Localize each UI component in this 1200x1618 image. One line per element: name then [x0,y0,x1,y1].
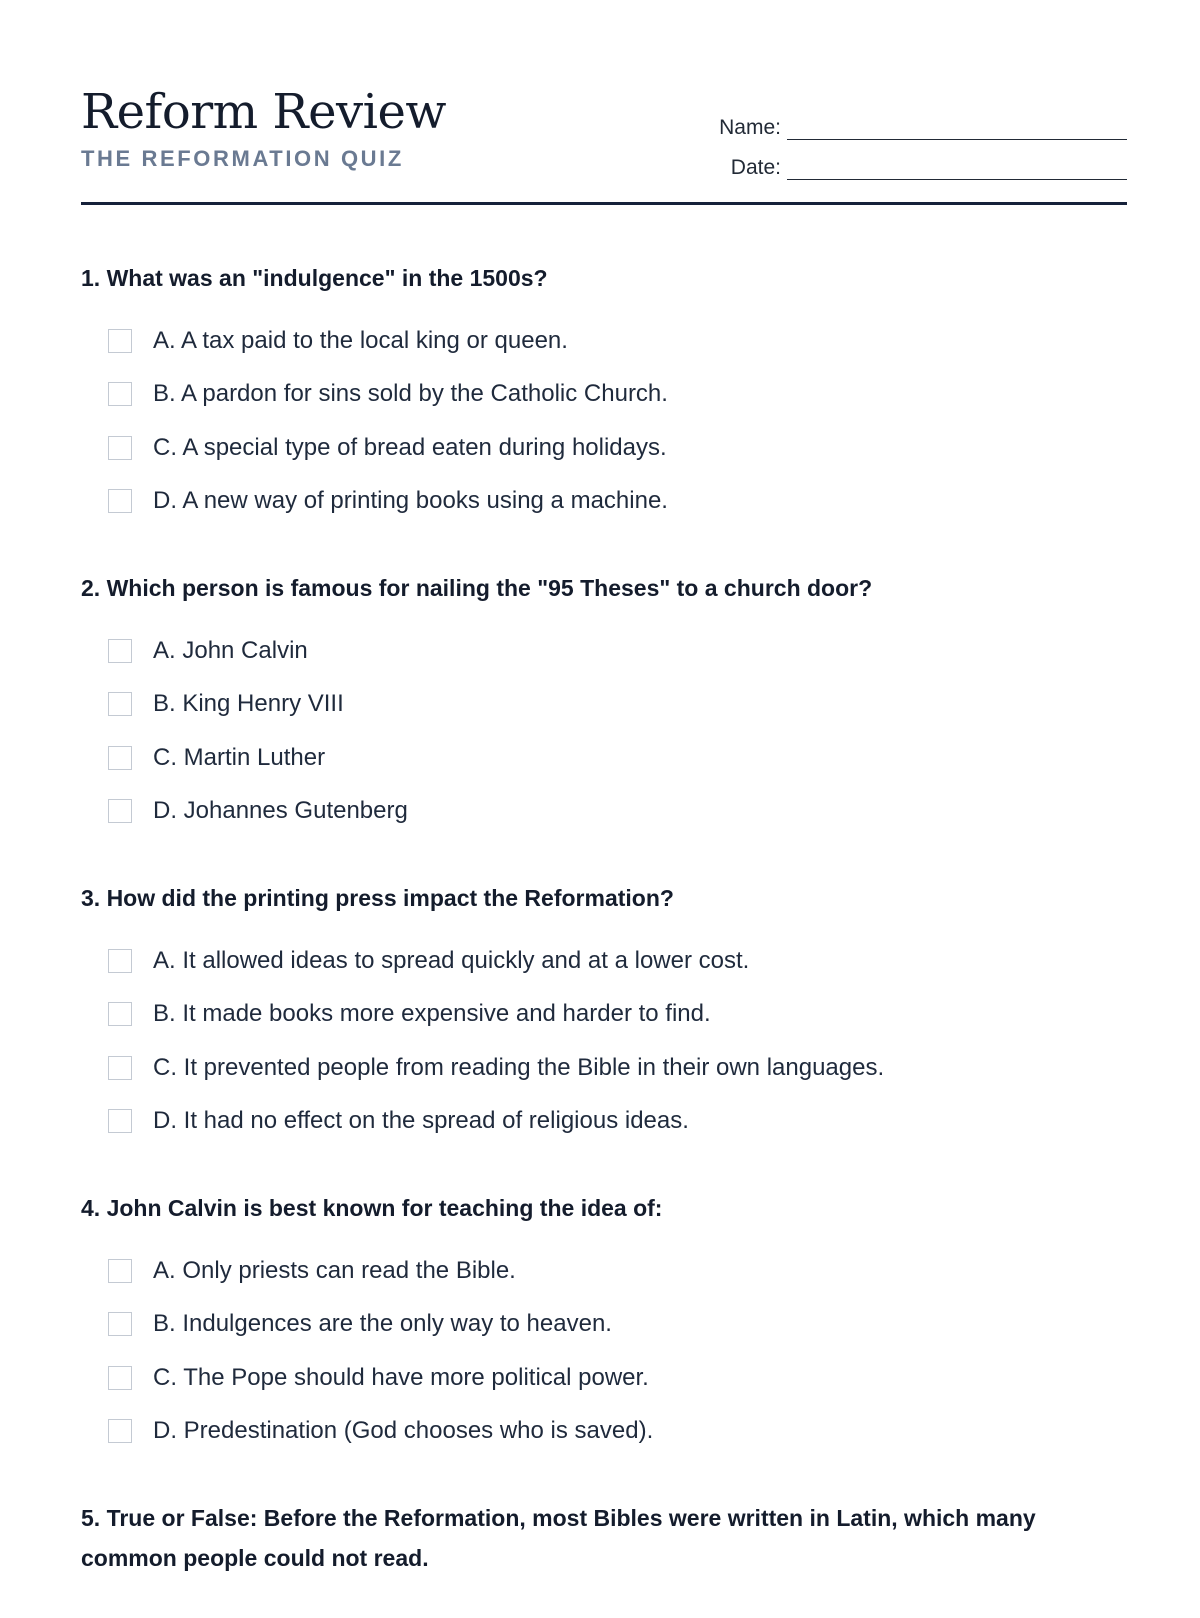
answer-option-label: A. It allowed ideas to spread quickly and at a lower cost. [153,946,750,974]
checkbox[interactable] [108,436,132,460]
date-label: Date: [730,156,781,179]
question-3 [81,878,1127,1148]
checkbox[interactable] [108,949,132,973]
answer-option-label: C. Martin Luther [153,743,326,771]
answer-options [81,934,1127,1148]
answer-option-label: D. Johannes Gutenberg [153,797,408,825]
answer-option-label: D. A new way of printing books using a machine. [153,487,668,515]
answer-option[interactable] [81,1244,1127,1298]
answer-option[interactable] [81,421,1127,475]
checkbox[interactable] [108,746,132,770]
name-label: Name: [719,116,781,139]
answer-option[interactable] [81,1095,1127,1149]
answer-option-label: B. A pardon for sins sold by the Catholic Church. [153,380,668,408]
date-blank-line[interactable] [787,161,1127,180]
question-text: 1. What was an "indulgence" in the 1500s? [81,265,548,291]
question-text: 5. True or False: Before the Reformation, most Bibles were written in Latin, which many common people could not read. [81,1505,1036,1571]
answer-option[interactable] [81,1405,1127,1459]
answer-options [81,624,1127,838]
answer-option-label: C. It prevented people from reading the Bible in their own languages. [153,1053,885,1081]
name-field [707,100,1127,140]
answer-option[interactable] [81,1041,1127,1095]
answer-option[interactable] [81,731,1127,785]
question-text: 4. John Calvin is best known for teaching the idea of: [81,1195,663,1221]
checkbox[interactable] [108,1366,132,1390]
answer-options [81,1244,1127,1458]
checkbox[interactable] [108,1109,132,1133]
checkbox[interactable] [108,1312,132,1336]
answer-options [81,314,1127,528]
page-subtitle: THE REFORMATION QUIZ [81,146,404,171]
question-text: 2. Which person is famous for nailing the "95 Theses" to a church door? [81,575,873,601]
name-blank-line[interactable] [787,121,1127,140]
answer-option-label: A. A tax paid to the local king or queen. [153,326,568,354]
student-info-fields [707,100,1127,180]
question-list [81,258,1127,1618]
checkbox[interactable] [108,329,132,353]
answer-option[interactable] [81,1351,1127,1405]
checkbox[interactable] [108,639,132,663]
answer-option[interactable] [81,368,1127,422]
answer-option[interactable] [81,475,1127,529]
question-2 [81,568,1127,838]
checkbox[interactable] [108,799,132,823]
checkbox[interactable] [108,1056,132,1080]
answer-option[interactable] [81,624,1127,678]
question-5 [81,1498,1127,1578]
answer-option[interactable] [81,678,1127,732]
page-header [81,0,1127,205]
checkbox[interactable] [108,382,132,406]
question-4 [81,1188,1127,1458]
answer-option-label: B. It made books more expensive and harder to find. [153,1000,711,1028]
answer-option-label: A. Only priests can read the Bible. [153,1256,516,1284]
answer-option-label: C. A special type of bread eaten during holidays. [153,433,667,461]
answer-option-label: B. King Henry VIII [153,690,344,718]
checkbox[interactable] [108,692,132,716]
checkbox[interactable] [108,1419,132,1443]
question-1 [81,258,1127,528]
answer-option-label: D. It had no effect on the spread of religious ideas. [153,1107,689,1135]
answer-option-label: C. The Pope should have more political power. [153,1363,649,1391]
answer-option[interactable] [81,1298,1127,1352]
answer-option-label: D. Predestination (God chooses who is saved). [153,1417,654,1445]
checkbox[interactable] [108,1002,132,1026]
quiz-page [81,0,1127,1600]
answer-option[interactable] [81,934,1127,988]
answer-option[interactable] [81,314,1127,368]
checkbox[interactable] [108,489,132,513]
answer-option[interactable] [81,785,1127,839]
answer-option-label: B. Indulgences are the only way to heaven. [153,1310,612,1338]
question-text: 3. How did the printing press impact the Reformation? [81,885,674,911]
answer-option[interactable] [81,988,1127,1042]
checkbox[interactable] [108,1259,132,1283]
date-field [707,140,1127,180]
answer-option-label: A. John Calvin [153,636,308,664]
page-title: Reform Review [81,84,446,140]
